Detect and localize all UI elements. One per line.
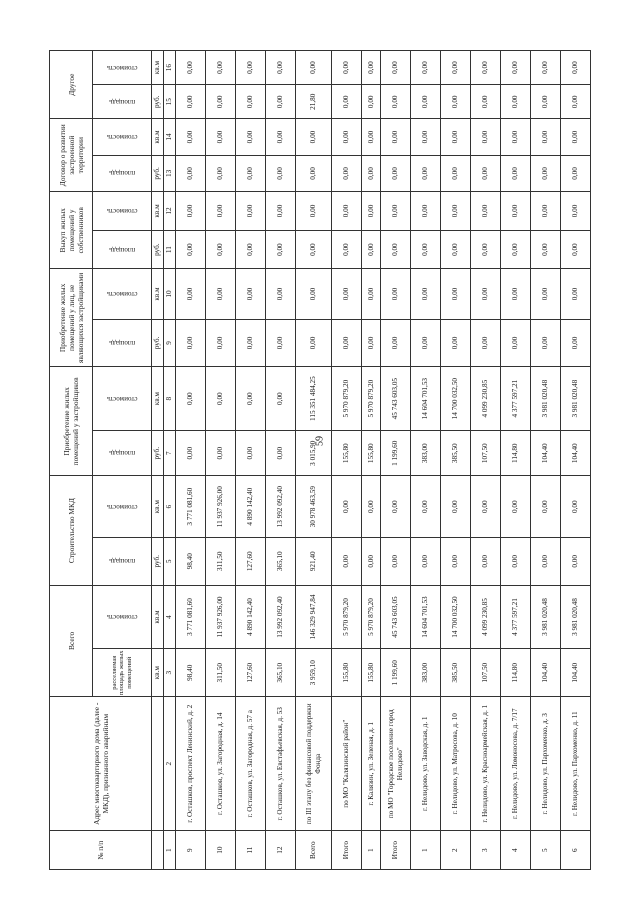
housing-resettlement-table xyxy=(49,50,591,870)
row-address: по МО "Городское поселение город Нелидово" xyxy=(381,697,411,831)
row-value-cell: 0,00 xyxy=(206,319,236,367)
row-value-cell: 0,00 xyxy=(236,430,266,475)
row-value-cell: 0,00 xyxy=(531,192,561,231)
row-value-cell: 4 099 230,85 xyxy=(471,585,501,649)
row-value-cell: 0,00 xyxy=(531,319,561,367)
row-value-cell: 0,00 xyxy=(236,155,266,191)
sub-area: площадь xyxy=(93,230,152,269)
row-value-cell: 4 377 597,21 xyxy=(501,585,531,649)
unit-cell: руб. xyxy=(152,230,164,269)
unit-cell: руб. xyxy=(152,430,164,475)
row-address: г. Нелидово, ул. Ломоносова, д. 7/17 xyxy=(501,697,531,831)
row-value-cell: 0,00 xyxy=(332,230,362,269)
row-value-cell: 0,00 xyxy=(362,192,381,231)
column-number: 13 xyxy=(164,155,176,191)
row-value-cell: 104,40 xyxy=(531,430,561,475)
column-number: 6 xyxy=(164,476,176,537)
row-value-cell: 0,00 xyxy=(266,269,296,319)
row-address: г. Калязин, ул. Зеленая, д. 1 xyxy=(362,697,381,831)
row-value-cell: 0,00 xyxy=(501,230,531,269)
row-value-cell: 0,00 xyxy=(501,319,531,367)
row-value-cell: 0,00 xyxy=(501,155,531,191)
row-address: г. Нелидово, ул. Заводская, д. 1 xyxy=(411,697,441,831)
row-value-cell: 45 743 603,05 xyxy=(381,585,411,649)
row-value-cell: 104,40 xyxy=(531,649,561,697)
table-row xyxy=(381,51,411,870)
header-buyout: Выкуп жилых помещений у собственников xyxy=(50,192,93,269)
row-value-cell: 0,00 xyxy=(531,155,561,191)
row-value-cell: 0,00 xyxy=(206,155,236,191)
row-value-cell: 0,00 xyxy=(441,319,471,367)
row-value-cell: 21,80 xyxy=(296,85,332,119)
row-value-cell: 0,00 xyxy=(561,230,591,269)
row-value-cell: 0,00 xyxy=(471,192,501,231)
row-value-cell: 0,00 xyxy=(471,537,501,585)
row-number: Итого xyxy=(381,831,411,870)
table-row xyxy=(332,51,362,870)
row-value-cell: 0,00 xyxy=(266,155,296,191)
table-row xyxy=(236,51,266,870)
column-number: 9 xyxy=(164,319,176,367)
row-value-cell: 0,00 xyxy=(332,51,362,85)
row-value-cell: 0,00 xyxy=(381,230,411,269)
row-value-cell: 127,60 xyxy=(236,537,266,585)
units-empty xyxy=(152,831,164,870)
row-value-cell: 114,80 xyxy=(501,649,531,697)
row-value-cell: 3 981 020,48 xyxy=(531,367,561,431)
row-value-cell: 0,00 xyxy=(411,192,441,231)
row-value-cell: 0,00 xyxy=(296,119,332,155)
row-value-cell: 0,00 xyxy=(441,269,471,319)
row-value-cell: 0,00 xyxy=(561,476,591,537)
sub-cost: стоимость xyxy=(93,585,152,649)
row-value-cell: 0,00 xyxy=(236,51,266,85)
rotated-page-content xyxy=(49,50,591,870)
row-address: г. Осташков, ул. Загородная, д. 57 а xyxy=(236,697,266,831)
row-value-cell: 127,60 xyxy=(236,649,266,697)
row-value-cell: 0,00 xyxy=(266,367,296,431)
row-value-cell: 0,00 xyxy=(332,119,362,155)
units-empty xyxy=(152,697,164,831)
column-number: 4 xyxy=(164,585,176,649)
row-value-cell: 0,00 xyxy=(471,269,501,319)
table-row xyxy=(561,51,591,870)
row-value-cell: 98,40 xyxy=(176,649,206,697)
table-row xyxy=(471,51,501,870)
row-value-cell: 107,50 xyxy=(471,430,501,475)
row-value-cell: 0,00 xyxy=(176,155,206,191)
row-value-cell: 0,00 xyxy=(176,269,206,319)
row-value-cell: 0,00 xyxy=(332,192,362,231)
row-value-cell: 0,00 xyxy=(381,269,411,319)
row-value-cell: 0,00 xyxy=(176,119,206,155)
row-value-cell: 0,00 xyxy=(332,85,362,119)
row-value-cell: 311,50 xyxy=(206,649,236,697)
row-value-cell: 0,00 xyxy=(362,537,381,585)
table-row xyxy=(501,51,531,870)
sub-resettled-area: расселяемая площадь жилых помещений xyxy=(93,649,152,697)
row-value-cell: 14 604 701,53 xyxy=(411,585,441,649)
row-value-cell: 0,00 xyxy=(381,119,411,155)
row-value-cell: 13 992 092,40 xyxy=(266,476,296,537)
row-number: 6 xyxy=(561,831,591,870)
row-value-cell: 0,00 xyxy=(531,230,561,269)
row-value-cell: 146 329 947,84 xyxy=(296,585,332,649)
row-value-cell: 0,00 xyxy=(441,155,471,191)
unit-cell: кв.м xyxy=(152,192,164,231)
unit-cell: кв.м xyxy=(152,269,164,319)
row-value-cell: 385,50 xyxy=(441,430,471,475)
row-value-cell: 3 981 020,48 xyxy=(561,367,591,431)
table-body xyxy=(176,51,591,870)
header-construction: Строительство МКД xyxy=(50,476,93,585)
column-number: 7 xyxy=(164,430,176,475)
row-value-cell: 155,80 xyxy=(332,649,362,697)
header-other: Другое xyxy=(50,51,93,119)
row-value-cell: 0,00 xyxy=(441,537,471,585)
row-value-cell: 0,00 xyxy=(441,85,471,119)
row-number: 1 xyxy=(362,831,381,870)
column-number: 11 xyxy=(164,230,176,269)
row-value-cell: 3 981 020,48 xyxy=(531,585,561,649)
row-value-cell: 0,00 xyxy=(561,85,591,119)
table-row xyxy=(531,51,561,870)
row-value-cell: 921,40 xyxy=(296,537,332,585)
row-value-cell: 0,00 xyxy=(561,155,591,191)
row-value-cell: 0,00 xyxy=(381,476,411,537)
row-value-cell: 98,40 xyxy=(176,537,206,585)
row-value-cell: 0,00 xyxy=(501,476,531,537)
row-value-cell: 0,00 xyxy=(176,430,206,475)
table-row xyxy=(441,51,471,870)
row-value-cell: 0,00 xyxy=(441,192,471,231)
row-value-cell: 0,00 xyxy=(381,537,411,585)
header-development-contract: Договор о развитии застроенной территории xyxy=(50,119,93,192)
row-value-cell: 3 959,10 xyxy=(296,649,332,697)
row-value-cell: 14 700 032,50 xyxy=(441,585,471,649)
row-value-cell: 0,00 xyxy=(362,476,381,537)
row-value-cell: 0,00 xyxy=(411,269,441,319)
row-value-cell: 155,80 xyxy=(332,430,362,475)
row-value-cell: 4 099 230,85 xyxy=(471,367,501,431)
table-row xyxy=(296,51,332,870)
row-value-cell: 0,00 xyxy=(176,367,206,431)
row-value-cell: 0,00 xyxy=(561,537,591,585)
row-value-cell: 0,00 xyxy=(411,119,441,155)
row-value-cell: 0,00 xyxy=(266,192,296,231)
column-number: 10 xyxy=(164,269,176,319)
row-value-cell: 0,00 xyxy=(411,537,441,585)
row-number: Итого xyxy=(332,831,362,870)
row-value-cell: 14 604 701,53 xyxy=(411,367,441,431)
sub-area: площадь xyxy=(93,155,152,191)
column-number: 5 xyxy=(164,537,176,585)
row-value-cell: 365,10 xyxy=(266,649,296,697)
row-value-cell: 0,00 xyxy=(296,230,332,269)
row-value-cell: 0,00 xyxy=(411,319,441,367)
row-number: 1 xyxy=(411,831,441,870)
column-number: 14 xyxy=(164,119,176,155)
row-value-cell: 45 743 603,05 xyxy=(381,367,411,431)
row-value-cell: 0,00 xyxy=(411,476,441,537)
table-row xyxy=(411,51,441,870)
row-value-cell: 0,00 xyxy=(381,155,411,191)
unit-cell: руб. xyxy=(152,155,164,191)
row-value-cell: 0,00 xyxy=(332,155,362,191)
unit-cell: руб. xyxy=(152,319,164,367)
row-address: г. Нелидово, ул. Пархоменко, д. 11 xyxy=(561,697,591,831)
row-value-cell: 0,00 xyxy=(296,269,332,319)
row-value-cell: 104,40 xyxy=(561,430,591,475)
unit-cell: кв.м xyxy=(152,119,164,155)
unit-cell: руб. xyxy=(152,537,164,585)
row-value-cell: 0,00 xyxy=(561,269,591,319)
row-value-cell: 30 978 463,59 xyxy=(296,476,332,537)
page-number: 59 xyxy=(314,436,326,446)
row-value-cell: 0,00 xyxy=(381,51,411,85)
header-total: Всего xyxy=(50,585,93,696)
row-value-cell: 0,00 xyxy=(531,537,561,585)
row-value-cell: 0,00 xyxy=(266,430,296,475)
row-value-cell: 0,00 xyxy=(206,269,236,319)
row-number: 5 xyxy=(531,831,561,870)
sub-area: площадь xyxy=(93,430,152,475)
row-address: г. Нелидово, ул. Матросова, д. 10 xyxy=(441,697,471,831)
row-value-cell: 0,00 xyxy=(471,319,501,367)
row-number: 2 xyxy=(441,831,471,870)
row-value-cell: 0,00 xyxy=(206,192,236,231)
row-value-cell: 13 992 092,40 xyxy=(266,585,296,649)
row-address: г. Осташков, ул. Загородная, д. 14 xyxy=(206,697,236,831)
row-value-cell: 0,00 xyxy=(501,537,531,585)
row-value-cell: 0,00 xyxy=(206,85,236,119)
row-value-cell: 5 970 879,20 xyxy=(362,585,381,649)
row-value-cell: 0,00 xyxy=(471,155,501,191)
row-value-cell: 4 377 597,21 xyxy=(501,367,531,431)
row-value-cell: 1 199,60 xyxy=(381,649,411,697)
row-value-cell: 0,00 xyxy=(381,192,411,231)
row-value-cell: 4 890 142,40 xyxy=(236,476,266,537)
row-value-cell: 0,00 xyxy=(266,119,296,155)
row-value-cell: 0,00 xyxy=(206,230,236,269)
row-value-cell: 114,80 xyxy=(501,430,531,475)
row-value-cell: 0,00 xyxy=(561,119,591,155)
sub-cost: стоимость xyxy=(93,192,152,231)
row-value-cell: 0,00 xyxy=(206,430,236,475)
sub-area: площадь xyxy=(93,85,152,119)
row-value-cell: 0,00 xyxy=(236,85,266,119)
unit-cell: кв.м xyxy=(152,367,164,431)
row-value-cell: 5 970 879,20 xyxy=(362,367,381,431)
row-number: 4 xyxy=(501,831,531,870)
row-value-cell: 0,00 xyxy=(236,192,266,231)
row-value-cell: 0,00 xyxy=(471,230,501,269)
row-value-cell: 3 015,90 xyxy=(296,430,332,475)
sub-cost: стоимость xyxy=(93,269,152,319)
row-address: г. Осташков, ул. Евстафьевская, д. 53 xyxy=(266,697,296,831)
column-number: 3 xyxy=(164,649,176,697)
row-value-cell: 0,00 xyxy=(176,230,206,269)
row-value-cell: 0,00 xyxy=(236,269,266,319)
row-value-cell: 11 937 926,00 xyxy=(206,585,236,649)
row-value-cell: 0,00 xyxy=(501,51,531,85)
row-address: по III этапу без финансовой поддержки Фонда xyxy=(296,697,332,831)
row-value-cell: 365,10 xyxy=(266,537,296,585)
row-value-cell: 0,00 xyxy=(236,319,266,367)
column-number: 8 xyxy=(164,367,176,431)
row-value-cell: 0,00 xyxy=(296,155,332,191)
row-value-cell: 3 771 081,60 xyxy=(176,585,206,649)
row-number: 9 xyxy=(176,831,206,870)
row-value-cell: 385,50 xyxy=(441,649,471,697)
header-num: № п/п xyxy=(50,831,152,870)
row-value-cell: 0,00 xyxy=(362,230,381,269)
table-row xyxy=(206,51,236,870)
row-value-cell: 1 199,60 xyxy=(381,430,411,475)
column-number: 2 xyxy=(164,697,176,831)
unit-cell: кв.м xyxy=(152,649,164,697)
row-value-cell: 3 981 020,48 xyxy=(561,585,591,649)
row-value-cell: 0,00 xyxy=(471,119,501,155)
row-value-cell: 0,00 xyxy=(236,119,266,155)
row-value-cell: 0,00 xyxy=(501,269,531,319)
row-value-cell: 0,00 xyxy=(501,119,531,155)
row-value-cell: 0,00 xyxy=(332,476,362,537)
header-address: Адрес многоквартирного дома (далее - МКД), признанного аварийным xyxy=(50,697,152,831)
row-value-cell: 0,00 xyxy=(411,155,441,191)
row-value-cell: 0,00 xyxy=(332,537,362,585)
row-value-cell: 0,00 xyxy=(411,51,441,85)
row-value-cell: 0,00 xyxy=(236,367,266,431)
row-value-cell: 0,00 xyxy=(531,85,561,119)
row-value-cell: 0,00 xyxy=(176,85,206,119)
row-value-cell: 0,00 xyxy=(561,192,591,231)
row-value-cell: 0,00 xyxy=(531,119,561,155)
sub-area: площадь xyxy=(93,537,152,585)
row-value-cell: 155,80 xyxy=(362,649,381,697)
row-value-cell: 383,00 xyxy=(411,430,441,475)
row-value-cell: 0,00 xyxy=(176,192,206,231)
row-value-cell: 0,00 xyxy=(176,319,206,367)
row-value-cell: 0,00 xyxy=(441,476,471,537)
row-value-cell: 0,00 xyxy=(362,85,381,119)
row-address: по МО "Калязинский район" xyxy=(332,697,362,831)
row-address: г. Нелидово, ул. Красноармейская, д. 1 xyxy=(471,697,501,831)
row-value-cell: 107,50 xyxy=(471,649,501,697)
header-purchase-developers: Приобретение жилых помещений у застройщиков xyxy=(50,367,93,476)
row-value-cell: 0,00 xyxy=(561,51,591,85)
row-number: Всего xyxy=(296,831,332,870)
sub-cost: стоимость xyxy=(93,476,152,537)
row-address: г. Нелидово, ул. Пархоменко, д. 3 xyxy=(531,697,561,831)
column-number: 1 xyxy=(164,831,176,870)
row-value-cell: 0,00 xyxy=(332,319,362,367)
row-value-cell: 0,00 xyxy=(362,155,381,191)
row-number: 10 xyxy=(206,831,236,870)
row-value-cell: 0,00 xyxy=(501,192,531,231)
row-value-cell: 0,00 xyxy=(441,51,471,85)
row-value-cell: 0,00 xyxy=(531,269,561,319)
column-number: 15 xyxy=(164,85,176,119)
sub-cost: стоимость xyxy=(93,119,152,155)
row-number: 12 xyxy=(266,831,296,870)
row-value-cell: 0,00 xyxy=(236,230,266,269)
table-row xyxy=(176,51,206,870)
row-value-cell: 0,00 xyxy=(362,51,381,85)
unit-cell: кв.м xyxy=(152,476,164,537)
row-value-cell: 11 937 926,00 xyxy=(206,476,236,537)
row-value-cell: 14 700 032,50 xyxy=(441,367,471,431)
row-value-cell: 0,00 xyxy=(176,51,206,85)
row-value-cell: 115 351 484,25 xyxy=(296,367,332,431)
sub-cost: стоимость xyxy=(93,51,152,85)
row-value-cell: 0,00 xyxy=(411,85,441,119)
row-value-cell: 0,00 xyxy=(411,230,441,269)
row-value-cell: 0,00 xyxy=(362,319,381,367)
row-value-cell: 0,00 xyxy=(266,51,296,85)
row-value-cell: 0,00 xyxy=(362,119,381,155)
row-value-cell: 0,00 xyxy=(362,269,381,319)
header-purchase-non-developers: Приобретение жилых помещений у лиц, не являющихся застройщиками xyxy=(50,269,93,367)
row-value-cell: 0,00 xyxy=(471,476,501,537)
row-value-cell: 0,00 xyxy=(531,51,561,85)
unit-cell: руб. xyxy=(152,85,164,119)
row-value-cell: 0,00 xyxy=(531,476,561,537)
sub-area: площадь xyxy=(93,319,152,367)
row-value-cell: 383,00 xyxy=(411,649,441,697)
row-number: 3 xyxy=(471,831,501,870)
row-value-cell: 0,00 xyxy=(206,367,236,431)
row-value-cell: 0,00 xyxy=(332,269,362,319)
row-value-cell: 0,00 xyxy=(206,51,236,85)
row-value-cell: 0,00 xyxy=(266,85,296,119)
row-value-cell: 0,00 xyxy=(561,319,591,367)
row-address: г. Осташков, проспект Ленинский, д. 2 xyxy=(176,697,206,831)
row-value-cell: 0,00 xyxy=(381,319,411,367)
row-value-cell: 3 771 081,60 xyxy=(176,476,206,537)
unit-cell: кв.м xyxy=(152,585,164,649)
column-number: 16 xyxy=(164,51,176,85)
row-value-cell: 0,00 xyxy=(471,85,501,119)
unit-cell: кв.м xyxy=(152,51,164,85)
row-value-cell: 0,00 xyxy=(296,192,332,231)
table-row xyxy=(266,51,296,870)
row-value-cell: 0,00 xyxy=(471,51,501,85)
row-value-cell: 0,00 xyxy=(381,85,411,119)
row-value-cell: 0,00 xyxy=(441,119,471,155)
row-number: 11 xyxy=(236,831,266,870)
row-value-cell: 0,00 xyxy=(441,230,471,269)
table-row xyxy=(362,51,381,870)
row-value-cell: 0,00 xyxy=(296,51,332,85)
row-value-cell: 0,00 xyxy=(501,85,531,119)
row-value-cell: 0,00 xyxy=(296,319,332,367)
row-value-cell: 5 970 879,20 xyxy=(332,585,362,649)
row-value-cell: 0,00 xyxy=(206,119,236,155)
sub-cost: стоимость xyxy=(93,367,152,431)
row-value-cell: 4 890 142,40 xyxy=(236,585,266,649)
row-value-cell: 155,80 xyxy=(362,430,381,475)
row-value-cell: 0,00 xyxy=(266,319,296,367)
row-value-cell: 5 970 879,20 xyxy=(332,367,362,431)
row-value-cell: 0,00 xyxy=(266,230,296,269)
row-value-cell: 104,40 xyxy=(561,649,591,697)
column-number: 12 xyxy=(164,192,176,231)
row-value-cell: 311,50 xyxy=(206,537,236,585)
